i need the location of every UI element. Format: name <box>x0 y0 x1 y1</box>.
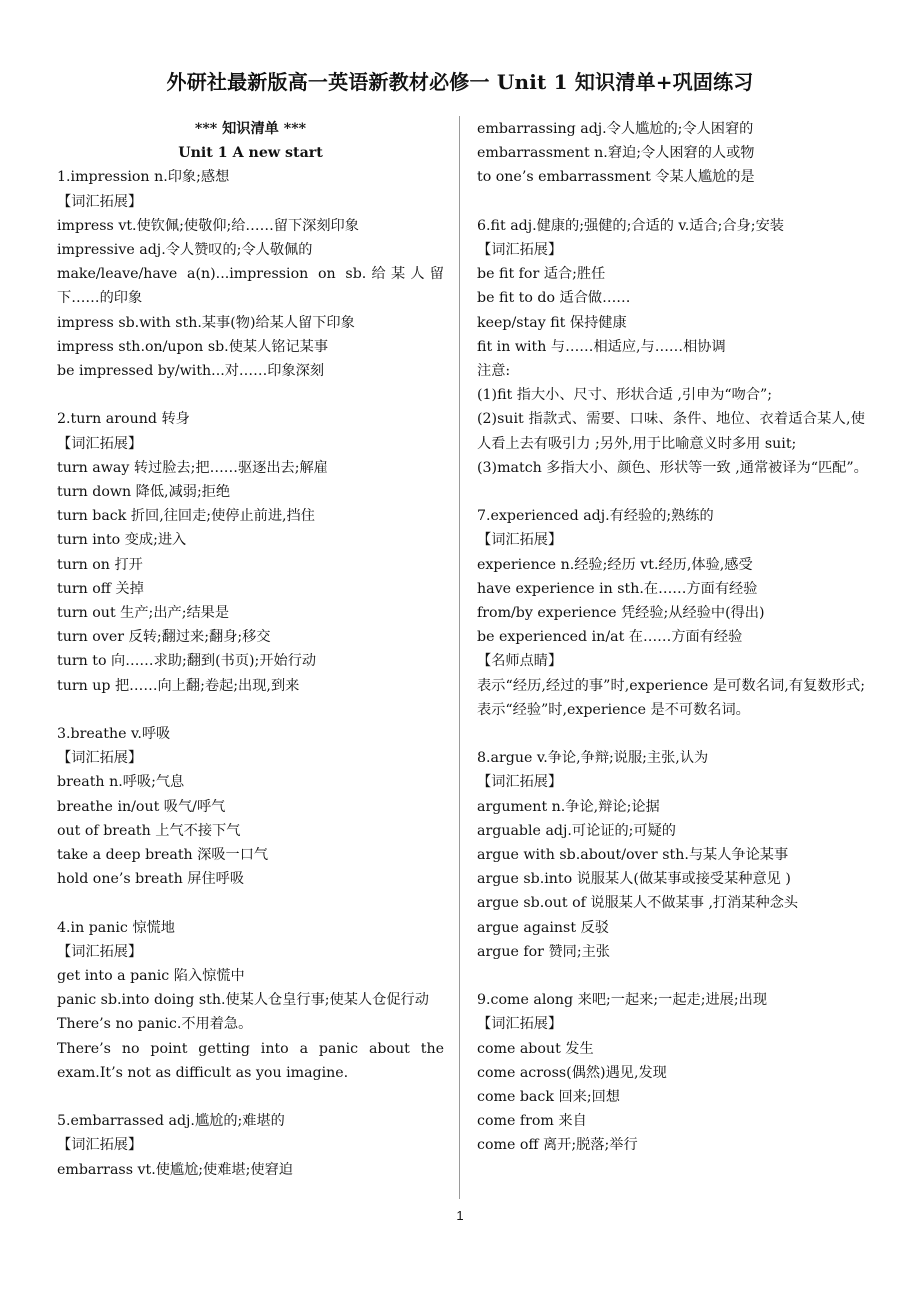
text-line: embarrass vt.使尴尬;使难堪;使窘迫 <box>57 1161 293 1178</box>
text-line: There’s no panic.不用着急。 <box>57 1016 253 1033</box>
blank-line <box>57 1085 444 1109</box>
text-line: argue sb.into 说服某人(做某事或接受某种意见 ) <box>477 871 791 888</box>
right-column <box>477 117 868 1158</box>
text-line: from/by experience 凭经验;从经验中(得出) <box>477 605 765 622</box>
blank-line <box>477 190 865 214</box>
blank-line <box>477 480 865 504</box>
text-line: argument n.争论,辩论;论据 <box>477 798 660 815</box>
text-line: turn into 变成;进入 <box>57 532 187 549</box>
text-line: 【词汇拓展】 <box>57 1137 143 1154</box>
text-line: come from 来自 <box>477 1113 587 1130</box>
text-line: arguable adj.可论证的;可疑的 <box>477 822 676 839</box>
text-line: turn out 生产;出产;结果是 <box>57 605 230 622</box>
text-line: out of breath 上气不接下气 <box>57 822 241 839</box>
text-line: (1)fit 指大小、尺寸、形状合适 ,引申为“吻合”; <box>477 387 773 404</box>
text-line: hold one’s breath 屏住呼吸 <box>57 871 245 888</box>
text-line: 【词汇拓展】 <box>477 242 563 258</box>
text-line: have experience in sth.在……方面有经验 <box>477 580 758 597</box>
document-title: 外研社最新版高一英语新教材必修一 Unit 1 知识清单+巩固练习 <box>166 70 754 94</box>
text-line: turn back 折回,往回走;使停止前进,挡住 <box>57 508 315 525</box>
text-line: turn up 把……向上翻;卷起;出现,到来 <box>57 677 300 694</box>
text-line: argue with sb.about/over sth.与某人争论某事 <box>477 847 789 864</box>
text-line: 【名师点睛】 <box>477 653 563 670</box>
left-column <box>57 117 444 1182</box>
text-line: 4.in panic 惊慌地 <box>57 919 175 936</box>
text-line: 【词汇拓展】 <box>477 774 563 791</box>
text-line: breath n.呼吸;气息 <box>57 774 185 791</box>
text-line: 表示“经历,经过的事”时,experience 是可数名词,有复数形式;表示“经验”时,experience 是不可数名词。 <box>477 677 865 718</box>
text-line: take a deep breath 深吸一口气 <box>57 847 269 864</box>
text-line: fit in with 与……相适应,与……相协调 <box>477 338 726 355</box>
text-line: impress vt.使钦佩;使敬仰;给……留下深刻印象 <box>57 217 359 234</box>
right-column-lines <box>477 117 868 1158</box>
text-line: impress sb.with sth.某事(物)给某人留下印象 <box>57 314 355 331</box>
blank-line <box>57 891 444 915</box>
text-line: be impressed by/with...对……印象深刻 <box>57 363 325 380</box>
column-divider <box>459 116 460 1199</box>
text-line: 8.argue v.争论,争辩;说服;主张,认为 <box>477 750 709 767</box>
text-line: breathe in/out 吸气/呼气 <box>57 798 226 815</box>
text-line: There’s no point getting into a panic about the exam.It’s not as difficult as you imagine. <box>57 1040 444 1081</box>
text-line: impressive adj.令人赞叹的;令人敬佩的 <box>57 242 313 259</box>
text-line: 5.embarrassed adj.尴尬的;难堪的 <box>57 1113 285 1130</box>
text-line: argue against 反驳 <box>477 919 609 936</box>
text-line: keep/stay fit 保持健康 <box>477 314 627 331</box>
text-line: come off 离开;脱落;举行 <box>477 1137 638 1154</box>
text-line: 6.fit adj.健康的;强健的;合适的 v.适合;合身;安装 <box>477 217 784 234</box>
text-line: 3.breathe v.呼吸 <box>57 726 171 743</box>
section-header: *** 知识清单 *** <box>194 121 307 137</box>
text-line: (2)suit 指款式、需要、口味、条件、地位、衣着适合某人,使人看上去有吸引力 ;另外,用于比喻意义时多用 suit; <box>477 411 865 452</box>
blank-line <box>477 964 865 988</box>
unit-heading: Unit 1 A new start <box>178 145 323 162</box>
text-line: embarrassment n.窘迫;令人困窘的人或物 <box>477 145 755 162</box>
text-line: be fit to do 适合做…… <box>477 290 631 307</box>
text-line: 【词汇拓展】 <box>57 193 143 210</box>
text-line: turn on 打开 <box>57 556 143 573</box>
text-line: to one’s embarrassment 令某人尴尬的是 <box>477 169 755 186</box>
text-line: turn down 降低,减弱;拒绝 <box>57 484 231 501</box>
text-line: turn away 转过脸去;把……驱逐出去;解雇 <box>57 459 328 476</box>
text-line: 1.impression n.印象;感想 <box>57 169 230 186</box>
text-line: argue sb.out of 说服某人不做某事 ,打消某种念头 <box>477 895 799 912</box>
text-line: 注意: <box>477 363 511 380</box>
text-line: argue for 赞同;主张 <box>477 943 610 960</box>
blank-line <box>477 722 865 746</box>
text-line: 【词汇拓展】 <box>57 750 143 767</box>
text-line: get into a panic 陷入惊慌中 <box>57 968 245 985</box>
text-line: be experienced in/at 在……方面有经验 <box>477 629 743 646</box>
text-line: turn to 向……求助;翻到(书页);开始行动 <box>57 653 317 670</box>
text-line: 【词汇拓展】 <box>57 943 143 960</box>
text-line: make/leave/have a(n)...impression on sb.给某人留下……的印象 <box>57 266 444 307</box>
left-column-lines <box>57 165 444 1181</box>
text-line: 【词汇拓展】 <box>57 435 143 452</box>
text-line: experience n.经验;经历 vt.经历,体验,感受 <box>477 556 753 573</box>
text-line: turn over 反转;翻过来;翻身;移交 <box>57 629 271 646</box>
text-line: come across(偶然)遇见,发现 <box>477 1064 667 1081</box>
text-line: impress sth.on/upon sb.使某人铭记某事 <box>57 338 329 355</box>
text-line: 【词汇拓展】 <box>477 1016 563 1033</box>
text-line: 9.come along 来吧;一起来;一起走;进展;出现 <box>477 992 768 1009</box>
text-line: 2.turn around 转身 <box>57 411 190 428</box>
text-line: 【词汇拓展】 <box>477 532 563 549</box>
text-line: come about 发生 <box>477 1040 594 1057</box>
text-line: (3)match 多指大小、颜色、形状等一致 ,通常被译为“匹配”。 <box>477 459 868 476</box>
text-line: embarrassing adj.令人尴尬的;令人困窘的 <box>477 121 754 137</box>
text-line: come back 回来;回想 <box>477 1089 620 1106</box>
blank-line <box>57 698 444 722</box>
text-line: 7.experienced adj.有经验的;熟练的 <box>477 508 714 525</box>
text-line: turn off 关掉 <box>57 580 144 597</box>
text-line: panic sb.into doing sth.使某人仓皇行事;使某人仓促行动 <box>57 992 429 1009</box>
blank-line <box>57 383 444 407</box>
text-line: be fit for 适合;胜任 <box>477 266 606 283</box>
page-number: 1 <box>456 1208 464 1223</box>
